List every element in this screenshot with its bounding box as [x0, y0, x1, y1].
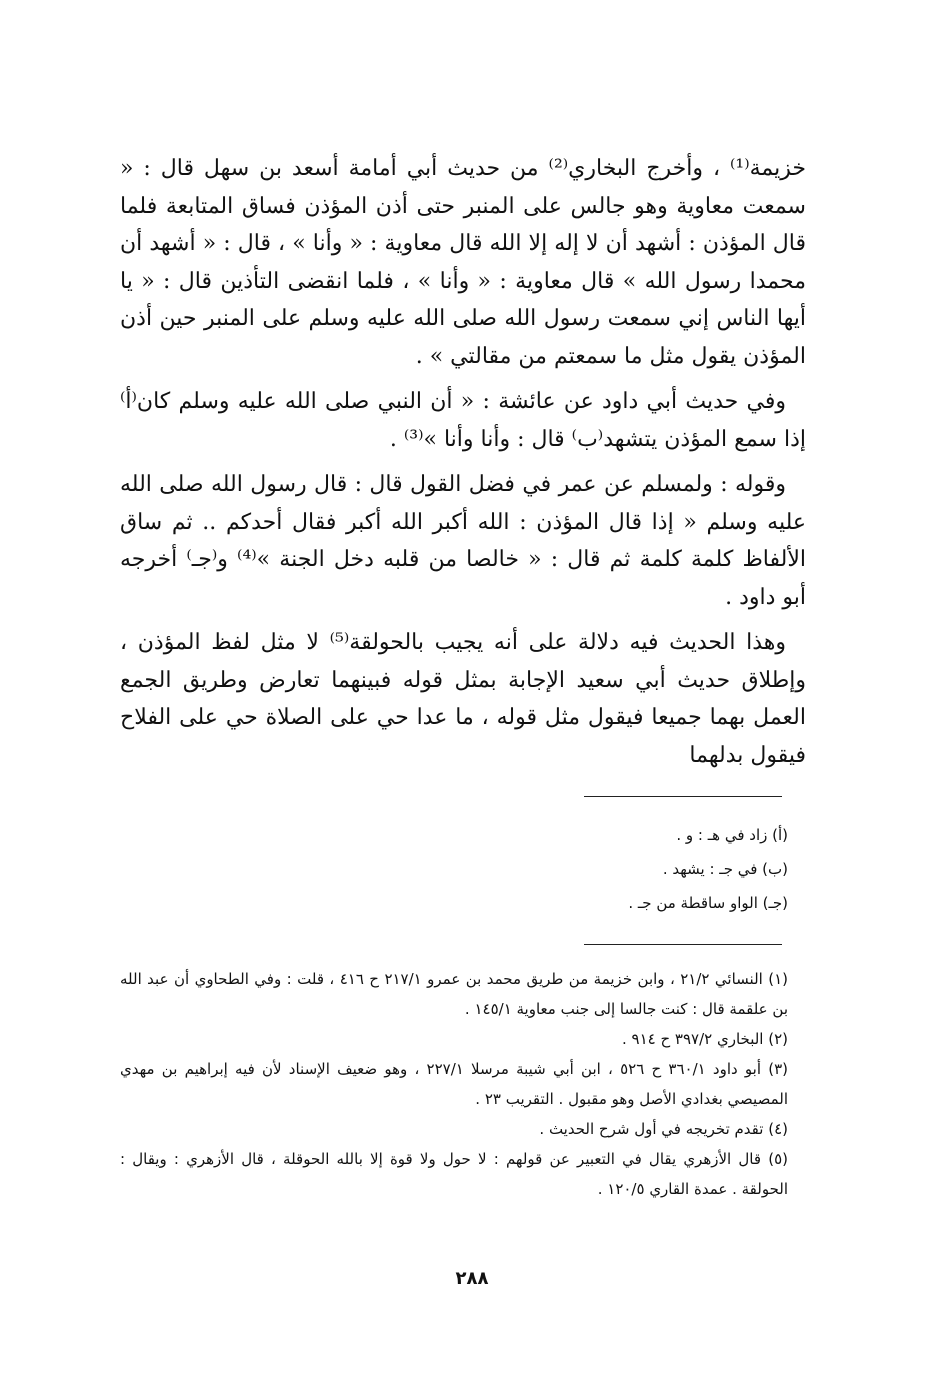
- paragraph-3: وقوله : ولمسلم عن عمر في فضل القول قال : قال رسول الله صلى الله عليه وسلم « إذا قال المؤذن : الله أكبر الله أكبر فقال أحدكم .. ثم ساق الألفاظ كلمة كلمة ثم قال : « خالصا من قلبه دخل الجنة »⁽⁴⁾ و⁽جـ⁾ أخرجه أبو داود .: [120, 472, 806, 610]
- footnote-5: (٥) قال الأزهري يقال في التعبير عن قولهم : لا حول ولا قوة إلا بالله الحوقلة ، قال الأزهري : ويقال : الحولقة . عمدة القاري ١٢٠/٥ .: [120, 1150, 788, 1198]
- footnotes: [120, 964, 788, 1204]
- variant-note-a: (أ) زاد في هـ : و .: [676, 826, 788, 844]
- footnote-1: (١) النسائي ٢١/٢ ، وابن خزيمة من طريق محمد بن عمرو ٢١٧/١ ح ٤١٦ ، قلت : وفي الطحاوي أن عبد الله بن علقمة قال : كنت جالسا إلى جنب معاوية ١٤٥/١ .: [120, 970, 789, 1018]
- paragraph-2: وفي حديث أبي داود عن عائشة : « أن النبي صلى الله عليه وسلم كان⁽أ⁾ إذا سمع المؤذن يتشهد⁽ب⁾ قال : وأنا وأنا »⁽³⁾ .: [120, 389, 806, 452]
- variant-note-b: (ب) في جـ : يشهد .: [662, 860, 788, 878]
- variants-divider: [584, 796, 782, 797]
- variant-note-c: (جـ) الواو ساقطة من جـ .: [628, 894, 788, 912]
- footnotes-divider: [584, 944, 782, 945]
- footnote-3: (٣) أبو داود ٣٦٠/١ ح ٥٢٦ ، ابن أبي شيبة مرسلا ٢٢٧/١ ، وهو ضعيف الإسناد لأن فيه إبراهيم بن مهدي المصيصي بغدادي الأصل وهو مقبول . التقريب ٢٣ .: [120, 1060, 788, 1108]
- variant-notes: [120, 818, 788, 920]
- paragraph-4: وهذا الحديث فيه دلالة على أنه يجيب بالحولقة⁽⁵⁾ لا مثل لفظ المؤذن ، وإطلاق حديث أبي سعيد الإجابة بمثل قوله فبينهما تعارض وطريق الجمع العمل بهما جميعا فيقول مثل قوله ، ما عدا حي على الصلاة حي على الفلاح فيقول بدلهما: [120, 630, 806, 768]
- footnote-2: (٢) البخاري ٣٩٧/٢ ح ٩١٤ .: [621, 1030, 788, 1048]
- page-number: ٢٨٨: [455, 1268, 489, 1289]
- footnote-4: (٤) تقدم تخريجه في أول شرح الحديث .: [539, 1120, 788, 1138]
- main-text: [120, 150, 806, 782]
- paragraph-1: خزيمة⁽¹⁾ ، وأخرج البخاري⁽²⁾ من حديث أبي أمامة أسعد بن سهل قال : « سمعت معاوية وهو جالس على المنبر حتى أذن المؤذن فساق المتابعة فلما قال المؤذن : أشهد أن لا إله إلا الله قال معاوية : « وأنا » ، قال : « أشهد أن محمدا رسول الله » قال معاوية : « وأنا » ، فلما انقضى التأذين قال : « يا أيها الناس إني سمعت رسول الله صلى الله عليه وسلم على المنبر حين أذن المؤذن يقول مثل ما سمعتم من مقالتي » .: [120, 156, 807, 369]
